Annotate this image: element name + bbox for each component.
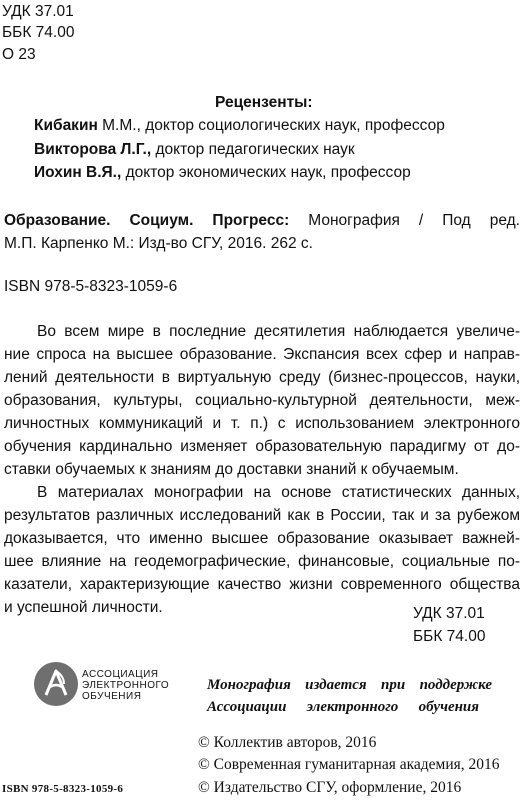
bbk-code-bottom: ББК 74.00: [413, 628, 486, 645]
association-logo-icon: [34, 662, 78, 706]
isbn: ISBN 978-5-8323-1059-6: [4, 278, 178, 295]
reviewer-2-info: доктор педагогических наук: [151, 141, 355, 158]
abstract-line: обучения кардинально изменяет образовательную парадигму от до-: [4, 438, 520, 455]
abstract-line: образования, культуры, социально-культурной деятельности, меж-: [4, 392, 520, 409]
udk-code: УДК 37.01: [2, 3, 74, 20]
bibliographic-line-1: [4, 211, 520, 230]
association-logo: [34, 662, 78, 706]
association-logo-line: АССОЦИАЦИЯ: [82, 669, 159, 680]
copyright-line: © Коллектив авторов, 2016: [198, 734, 377, 751]
support-note-line: Монография издается при поддержке: [207, 677, 492, 693]
abstract-line: казатели, характеризующие качество жизни современного общества: [4, 576, 520, 593]
book-title: Образование. Социум. Прогресс:: [4, 212, 290, 229]
reviewer-2-name: Викторова Л.Г.,: [34, 141, 152, 158]
isbn-small: ISBN 978-5-8323-1059-6: [2, 783, 124, 795]
reviewer-3-name: Иохин В.Я.,: [34, 164, 122, 181]
reviewer-1-name: Кибакин: [34, 117, 98, 134]
abstract-line: доказывается, что именно высшее образование оказывает важней-: [4, 530, 520, 547]
abstract-line: ставки обучаемых к знаниям до доставки знаний к обучаемым.: [4, 461, 459, 478]
bibliographic-rest: Монография / Под ред.: [289, 212, 520, 229]
abstract-line: и успешной личности.: [4, 599, 163, 616]
association-logo-text: [82, 669, 169, 702]
abstract-line: результатов различных исследований как в России, так и за рубежом: [4, 507, 520, 524]
abstract-line: Во всем мире в последние десятилетия наблюдается увеличе-: [37, 323, 520, 340]
bibliographic-line-2: М.П. Карпенко М.: Изд-во СГУ, 2016. 262 с.: [4, 235, 313, 252]
reviewer-2: [34, 140, 355, 159]
reviewer-1: [34, 116, 445, 135]
support-note-line: Ассоциации электронного обучения: [207, 699, 479, 715]
association-logo-line: ЭЛЕКТРОННОГО: [82, 680, 170, 691]
abstract-line: В материалах монографии на основе статистических данных,: [37, 484, 520, 501]
association-logo-line: ОБУЧЕНИЯ: [82, 691, 142, 702]
reviewer-1-info: М.М., доктор социологических наук, профессор: [97, 117, 445, 134]
abstract-line: шее влияние на геодемографические, финансовые, социальные по-: [4, 553, 520, 570]
abstract-line: ние спроса на высшее образование. Экспансия всех сфер и направ-: [4, 346, 520, 363]
abstract-line: личностных коммуникаций и т. п.) с использованием электронного: [4, 415, 520, 432]
bbk-code: ББК 74.00: [2, 24, 75, 41]
reviewers-title: Рецензенты:: [215, 94, 313, 111]
abstract-line: лений деятельности в виртуальную среду (бизнес-процессов, науки,: [4, 369, 520, 386]
copyright-line: © Современная гуманитарная академия, 2016: [198, 756, 500, 773]
copyright-line: © Издательство СГУ, оформление, 2016: [198, 779, 462, 796]
reviewer-3: [34, 163, 411, 182]
udk-code-bottom: УДК 37.01: [413, 605, 485, 622]
author-mark: О 23: [2, 46, 36, 63]
reviewer-3-info: доктор экономических наук, профессор: [121, 164, 411, 181]
